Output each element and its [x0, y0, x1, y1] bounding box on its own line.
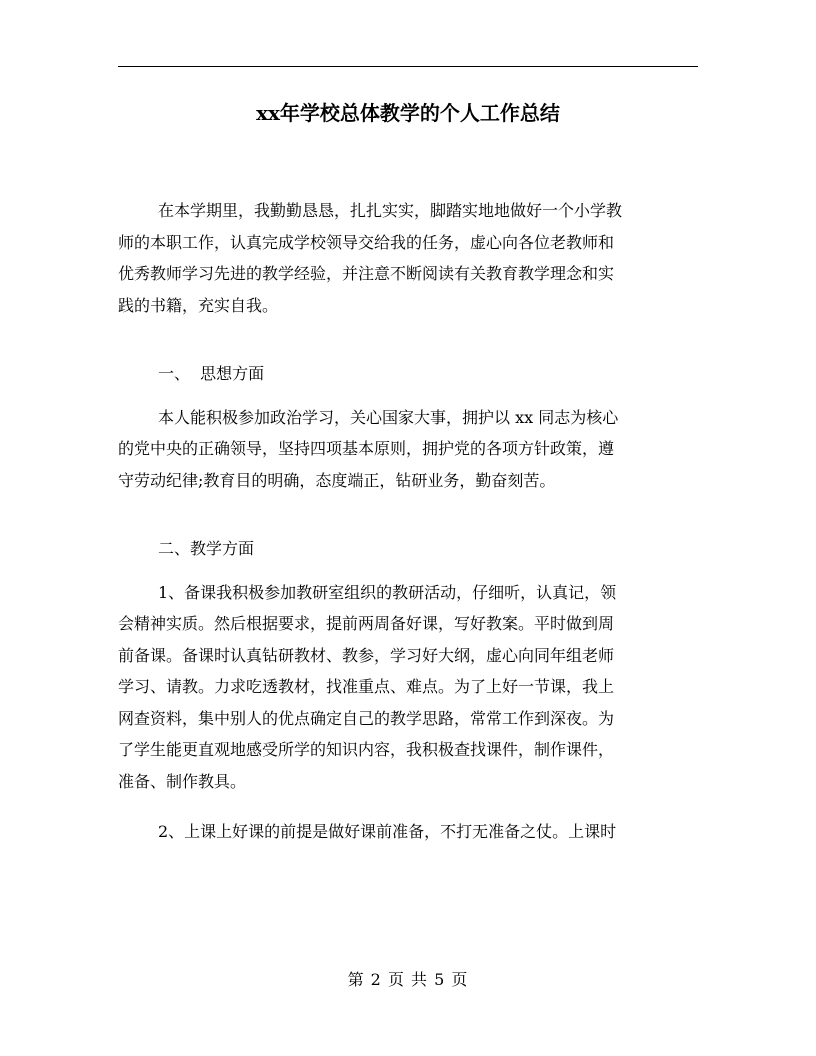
paragraph-line: 在本学期里，我勤勤恳恳，扎扎实实，脚踏实地地做好一个小学教 [158, 201, 623, 220]
paragraph-line: 本人能积极参加政治学习，关心国家大事，拥护以 xx 同志为核心 [158, 407, 619, 427]
paragraph-line: 了学生能更直观地感受所学的知识内容，我积极查找课件，制作课件， [118, 740, 615, 759]
paragraph-line: 准备、制作教具。 [118, 771, 247, 791]
document-body [118, 195, 704, 848]
paragraph-line: 学习、请教。力求吃透教材，找准重点、难点。为了上好一节课，我上 [118, 677, 615, 696]
paragraph-line: 2、上课上好课的前提是做好课前准备，不打无准备之仗。上课时 [158, 822, 617, 841]
paragraph-intro [118, 195, 704, 321]
page-number: 第 2 页 共 5 页 [347, 970, 469, 989]
paragraph-line: 践的书籍，充实自我。 [118, 295, 279, 315]
paragraph-line: 的党中央的正确领导，坚持四项基本原则，拥护党的各项方针政策，遵 [118, 439, 615, 458]
section-heading-thought: 一、 思想方面 [158, 364, 265, 383]
paragraph-line: 网查资料，集中别人的优点确定自己的教学思路，常常工作到深夜。为 [118, 708, 615, 728]
paragraph-line: 优秀教师学习先进的教学经验，并注意不断阅读有关教育教学理念和实 [118, 264, 615, 283]
paragraph-line: 会精神实质。然后根据要求，提前两周备好课，写好教案。平时做到周 [118, 614, 615, 633]
paragraph-thought [118, 402, 704, 497]
header-rule [118, 66, 698, 67]
paragraph-line: 师的本职工作，认真完成学校领导交给我的任务，虚心向各位老教师和 [118, 232, 615, 252]
document-title: xx年学校总体教学的个人工作总结 [256, 101, 560, 125]
paragraph-line: 1、备课我积极参加教研室组织的教研活动，仔细听，认真记，领 [158, 582, 617, 602]
paragraph-teaching-2 [118, 816, 704, 848]
paragraph-line: 前备课。备课时认真钻研教材、教参，学习好大纲，虚心向同年组老师 [118, 645, 615, 665]
paragraph-teaching-1 [118, 577, 704, 798]
section-heading-teaching: 二、教学方面 [158, 539, 255, 558]
paragraph-line: 守劳动纪律;教育目的明确，态度端正，钻研业务，勤奋刻苦。 [118, 470, 556, 490]
